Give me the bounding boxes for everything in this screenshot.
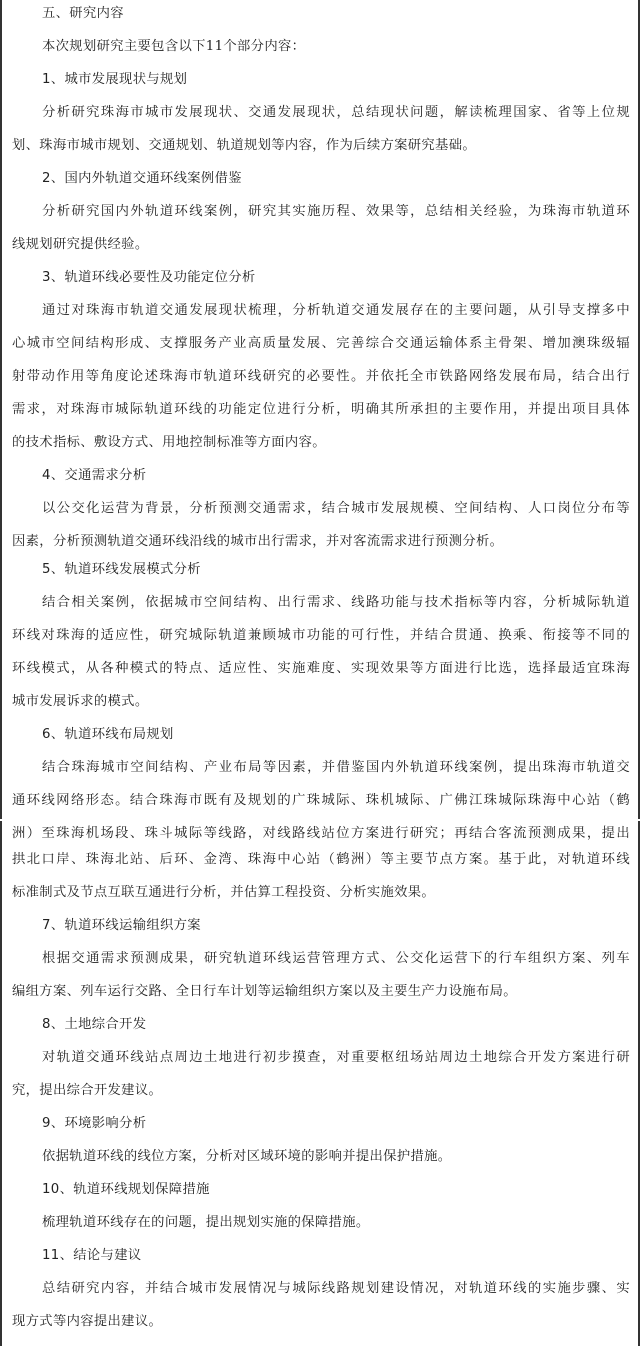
item-5-line-4: 城市发展诉求的模式。 — [12, 694, 149, 709]
item-3-line-3: 射带动作用等角度论述珠海市轨道环线研究的必要性。并依托全市铁路网络发展布局，结合出行 — [12, 369, 630, 384]
item-heading-2: 2、国内外轨道交通环线案例借鉴 — [42, 171, 242, 186]
item-heading-8: 8、土地综合开发 — [42, 1017, 147, 1032]
item-heading-9: 9、环境影响分析 — [42, 1116, 147, 1131]
item-8-line-1: 对轨道交通环线站点周边土地进行初步摸查，对重要枢纽场站周边土地综合开发方案进行研 — [42, 1050, 630, 1065]
item-heading-10: 10、轨道环线规划保障措施 — [42, 1182, 210, 1197]
item-4-line-1: 以公交化运营为背景，分析预测交通需求，结合城市发展规模、空间结构、人口岗位分布等 — [42, 501, 630, 516]
item-5-line-1: 结合相关案例，依据城市空间结构、出行需求、线路功能与技术指标等内容，分析城际轨道 — [42, 595, 630, 610]
intro-text: 本次规划研究主要包含以下11个部分内容： — [42, 39, 306, 54]
item-11-line-2: 现方式等内容提出建议。 — [12, 1314, 163, 1329]
document-page-lower — [0, 821, 640, 1346]
item-heading-3: 3、轨道环线必要性及功能定位分析 — [42, 270, 256, 285]
item-7-line-1: 根据交通需求预测成果，研究轨道环线运营管理方式、公交化运营下的行车组织方案、列车 — [42, 951, 630, 966]
section-title: 五、研究内容 — [42, 6, 124, 21]
item-1-line-2: 划、珠海市城市规划、交通规划、轨道规划等内容，作为后续方案研究基础。 — [12, 138, 476, 153]
item-3-line-2: 心城市空间结构形成、支撑服务产业高质量发展、完善综合交通运输体系主骨架、增加澳珠级辐 — [12, 336, 630, 351]
item-6-line-3: 洲）至珠海机场段、珠斗城际等线路，对线路线站位方案进行研究；再结合客流预测成果，提出 — [12, 826, 630, 841]
item-10-line-1: 梳理轨道环线存在的问题，提出规划实施的保障措施。 — [42, 1215, 370, 1230]
item-heading-6: 6、轨道环线布局规划 — [42, 727, 174, 742]
item-4-line-2: 因素，分析预测轨道交通环线沿线的城市出行需求，并对客流需求进行预测分析。 — [12, 534, 504, 549]
item-6-line-1: 结合珠海城市空间结构、产业布局等因素，并借鉴国内外轨道环线案例，提出珠海市轨道交 — [42, 760, 630, 775]
item-6-line-2: 通环线网络形态。结合珠海市既有及规划的广珠城际、珠机城际、广佛江珠城际珠海中心站（鹤 — [12, 793, 630, 808]
item-5-line-2: 环线对珠海的适应性，研究城际轨道兼顾城市功能的可行性，并结合贯通、换乘、衔接等不同的 — [12, 628, 630, 643]
item-heading-11: 11、结论与建议 — [42, 1248, 142, 1263]
item-5-line-3: 环线模式，从各种模式的特点、适应性、实施难度、实现效果等方面进行比选，选择最适宜珠海 — [12, 661, 630, 676]
item-heading-5: 5、轨道环线发展模式分析 — [42, 562, 201, 577]
item-heading-7: 7、轨道环线运输组织方案 — [42, 918, 201, 933]
item-9-line-1: 依据轨道环线的线位方案，分析对区域环境的影响并提出保护措施。 — [42, 1149, 452, 1164]
item-3-line-5: 的技术指标、敷设方式、用地控制标准等方面内容。 — [12, 435, 326, 450]
item-3-line-1: 通过对珠海市轨道交通发展现状梳理，分析轨道交通发展存在的主要问题，从引导支撑多中 — [42, 303, 630, 318]
item-3-line-4: 需求，对珠海市城际轨道环线的功能定位进行分析，明确其所承担的主要作用，并提出项目具体 — [12, 402, 630, 417]
item-1-line-1: 分析研究珠海市城市发展现状、交通发展现状，总结现状问题，解读梳理国家、省等上位规 — [42, 105, 630, 120]
item-heading-1: 1、城市发展现状与规划 — [42, 72, 188, 87]
item-6-line-5: 标准制式及节点互联互通进行分析，并估算工程投资、分析实施效果。 — [12, 885, 436, 900]
item-6-line-4: 拱北口岸、珠海北站、后环、金湾、珠海中心站（鹤洲）等主要节点方案。基于此，对轨道环线 — [12, 852, 630, 867]
item-2-line-2: 线规划研究提供经验。 — [12, 237, 149, 252]
item-2-line-1: 分析研究国内外轨道环线案例，研究其实施历程、效果等，总结相关经验，为珠海市轨道环 — [42, 204, 630, 219]
item-7-line-2: 编组方案、列车运行交路、全日行车计划等运输组织方案以及主要生产力设施布局。 — [12, 984, 517, 999]
item-11-line-1: 总结研究内容，并结合城市发展情况与城际线路规划建设情况，对轨道环线的实施步骤、实 — [42, 1281, 630, 1296]
item-heading-4: 4、交通需求分析 — [42, 468, 147, 483]
item-8-line-2: 究，提出综合开发建议。 — [12, 1083, 163, 1098]
